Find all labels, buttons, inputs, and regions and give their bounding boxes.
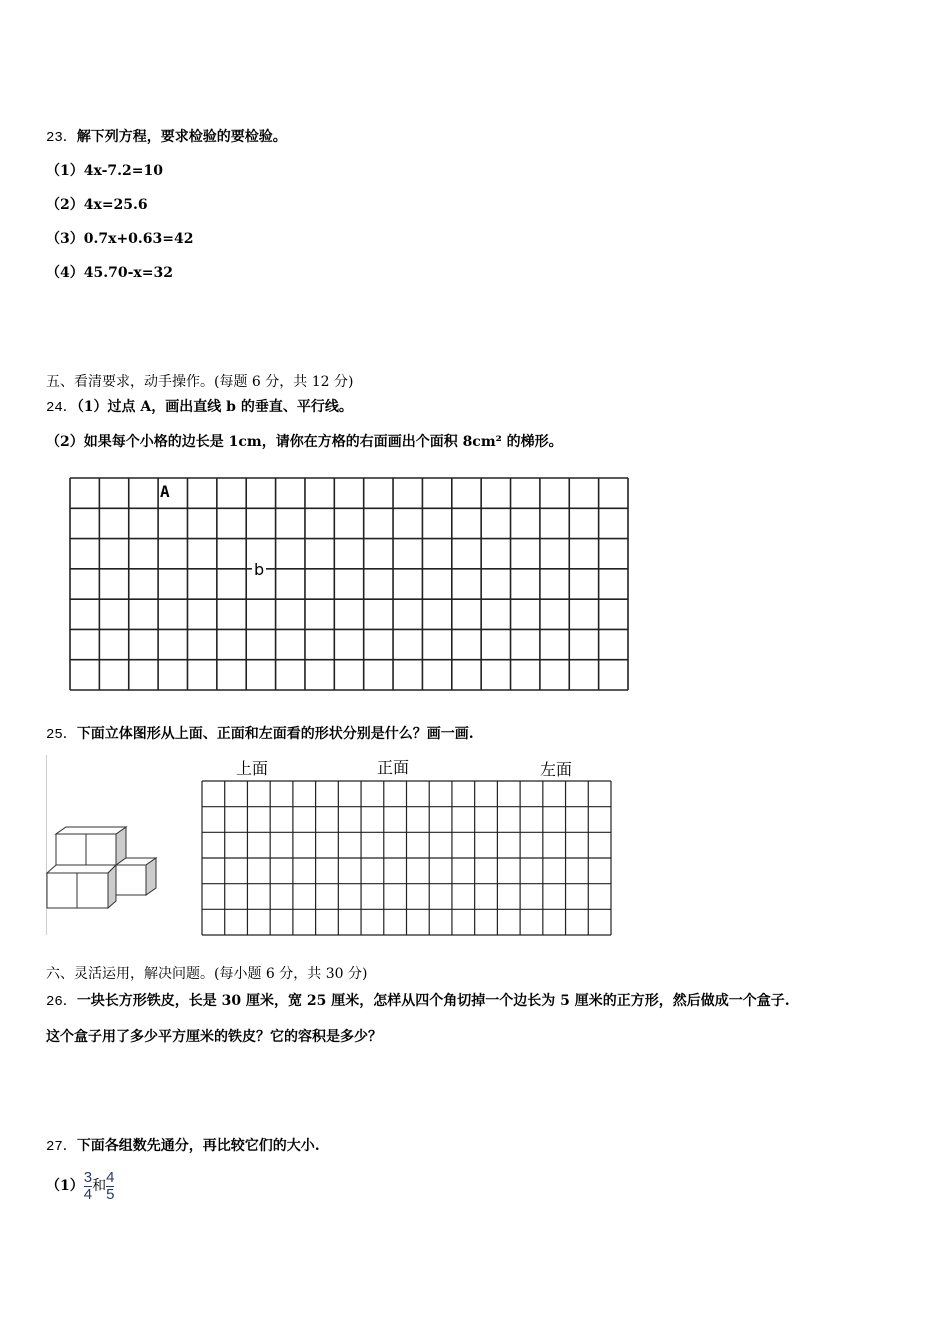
question-text: 解下列方程，要求检验的要检验。 (76, 129, 287, 145)
q24-line2: （2）如果每个小格的边长是 1cm，请你在方格的右面画出个面积 8cm² 的梯形。 (46, 434, 563, 450)
question-number: 27． (46, 1139, 77, 1155)
equation-3: （3）0.7x+0.63=42 (46, 231, 194, 247)
fraction-3-4 (84, 1170, 92, 1203)
label-top-view: 上面 (236, 759, 269, 778)
fraction-4-5 (106, 1170, 114, 1203)
question-text: 下面各组数先通分，再比较它们的大小. (76, 1138, 320, 1154)
q27-heading (46, 1137, 320, 1156)
line-b-label: b (254, 560, 265, 579)
equation-1: （1）4x-7.2=10 (46, 163, 163, 179)
square-grid-q24 (68, 476, 632, 694)
question-number: 25． (46, 727, 77, 743)
label-front-view: 正面 (377, 758, 410, 777)
q24-line1 (46, 398, 353, 417)
question-number: 24． (46, 400, 77, 416)
q26-line2: 这个盒子用了多少平方厘米的铁皮？它的容积是多少？ (46, 1029, 382, 1045)
denominator: 5 (106, 1185, 115, 1203)
question-text: 一块长方形铁皮，长是 30 厘米，宽 25 厘米，怎样从四个角切掉一个边长为 5 厘米的正方形，然后做成一个盒子. (76, 993, 790, 1009)
square-grid-q25[interactable] (201, 780, 613, 937)
section-5-heading: 五、看清要求，动手操作。(每题 6 分，共 12 分) (46, 374, 354, 390)
numerator: 3 (83, 1168, 93, 1186)
q25-heading (46, 725, 474, 744)
question-number: 26． (46, 994, 77, 1010)
question-text: （1）过点 A，画出直线 b 的垂直、平行线。 (76, 399, 353, 415)
item-prefix: （1） (46, 1178, 84, 1194)
q26-line1 (46, 992, 790, 1011)
equation-2: （2）4x=25.6 (46, 197, 148, 213)
numerator: 4 (106, 1168, 115, 1186)
and-text: 和 (92, 1178, 107, 1194)
cube-figure (46, 825, 161, 910)
equation-4: （4）45.70-x=32 (46, 265, 173, 281)
q27-item-1 (46, 1168, 114, 1204)
point-a-label: A (160, 482, 170, 501)
q23-heading (46, 128, 287, 147)
question-number: 23． (46, 130, 77, 146)
label-left-view: 左面 (540, 760, 573, 779)
section-6-heading: 六、灵活运用，解决问题。(每小题 6 分，共 30 分) (46, 966, 368, 982)
denominator: 4 (83, 1185, 93, 1203)
question-text: 下面立体图形从上面、正面和左面看的形状分别是什么？画一画. (76, 726, 474, 742)
